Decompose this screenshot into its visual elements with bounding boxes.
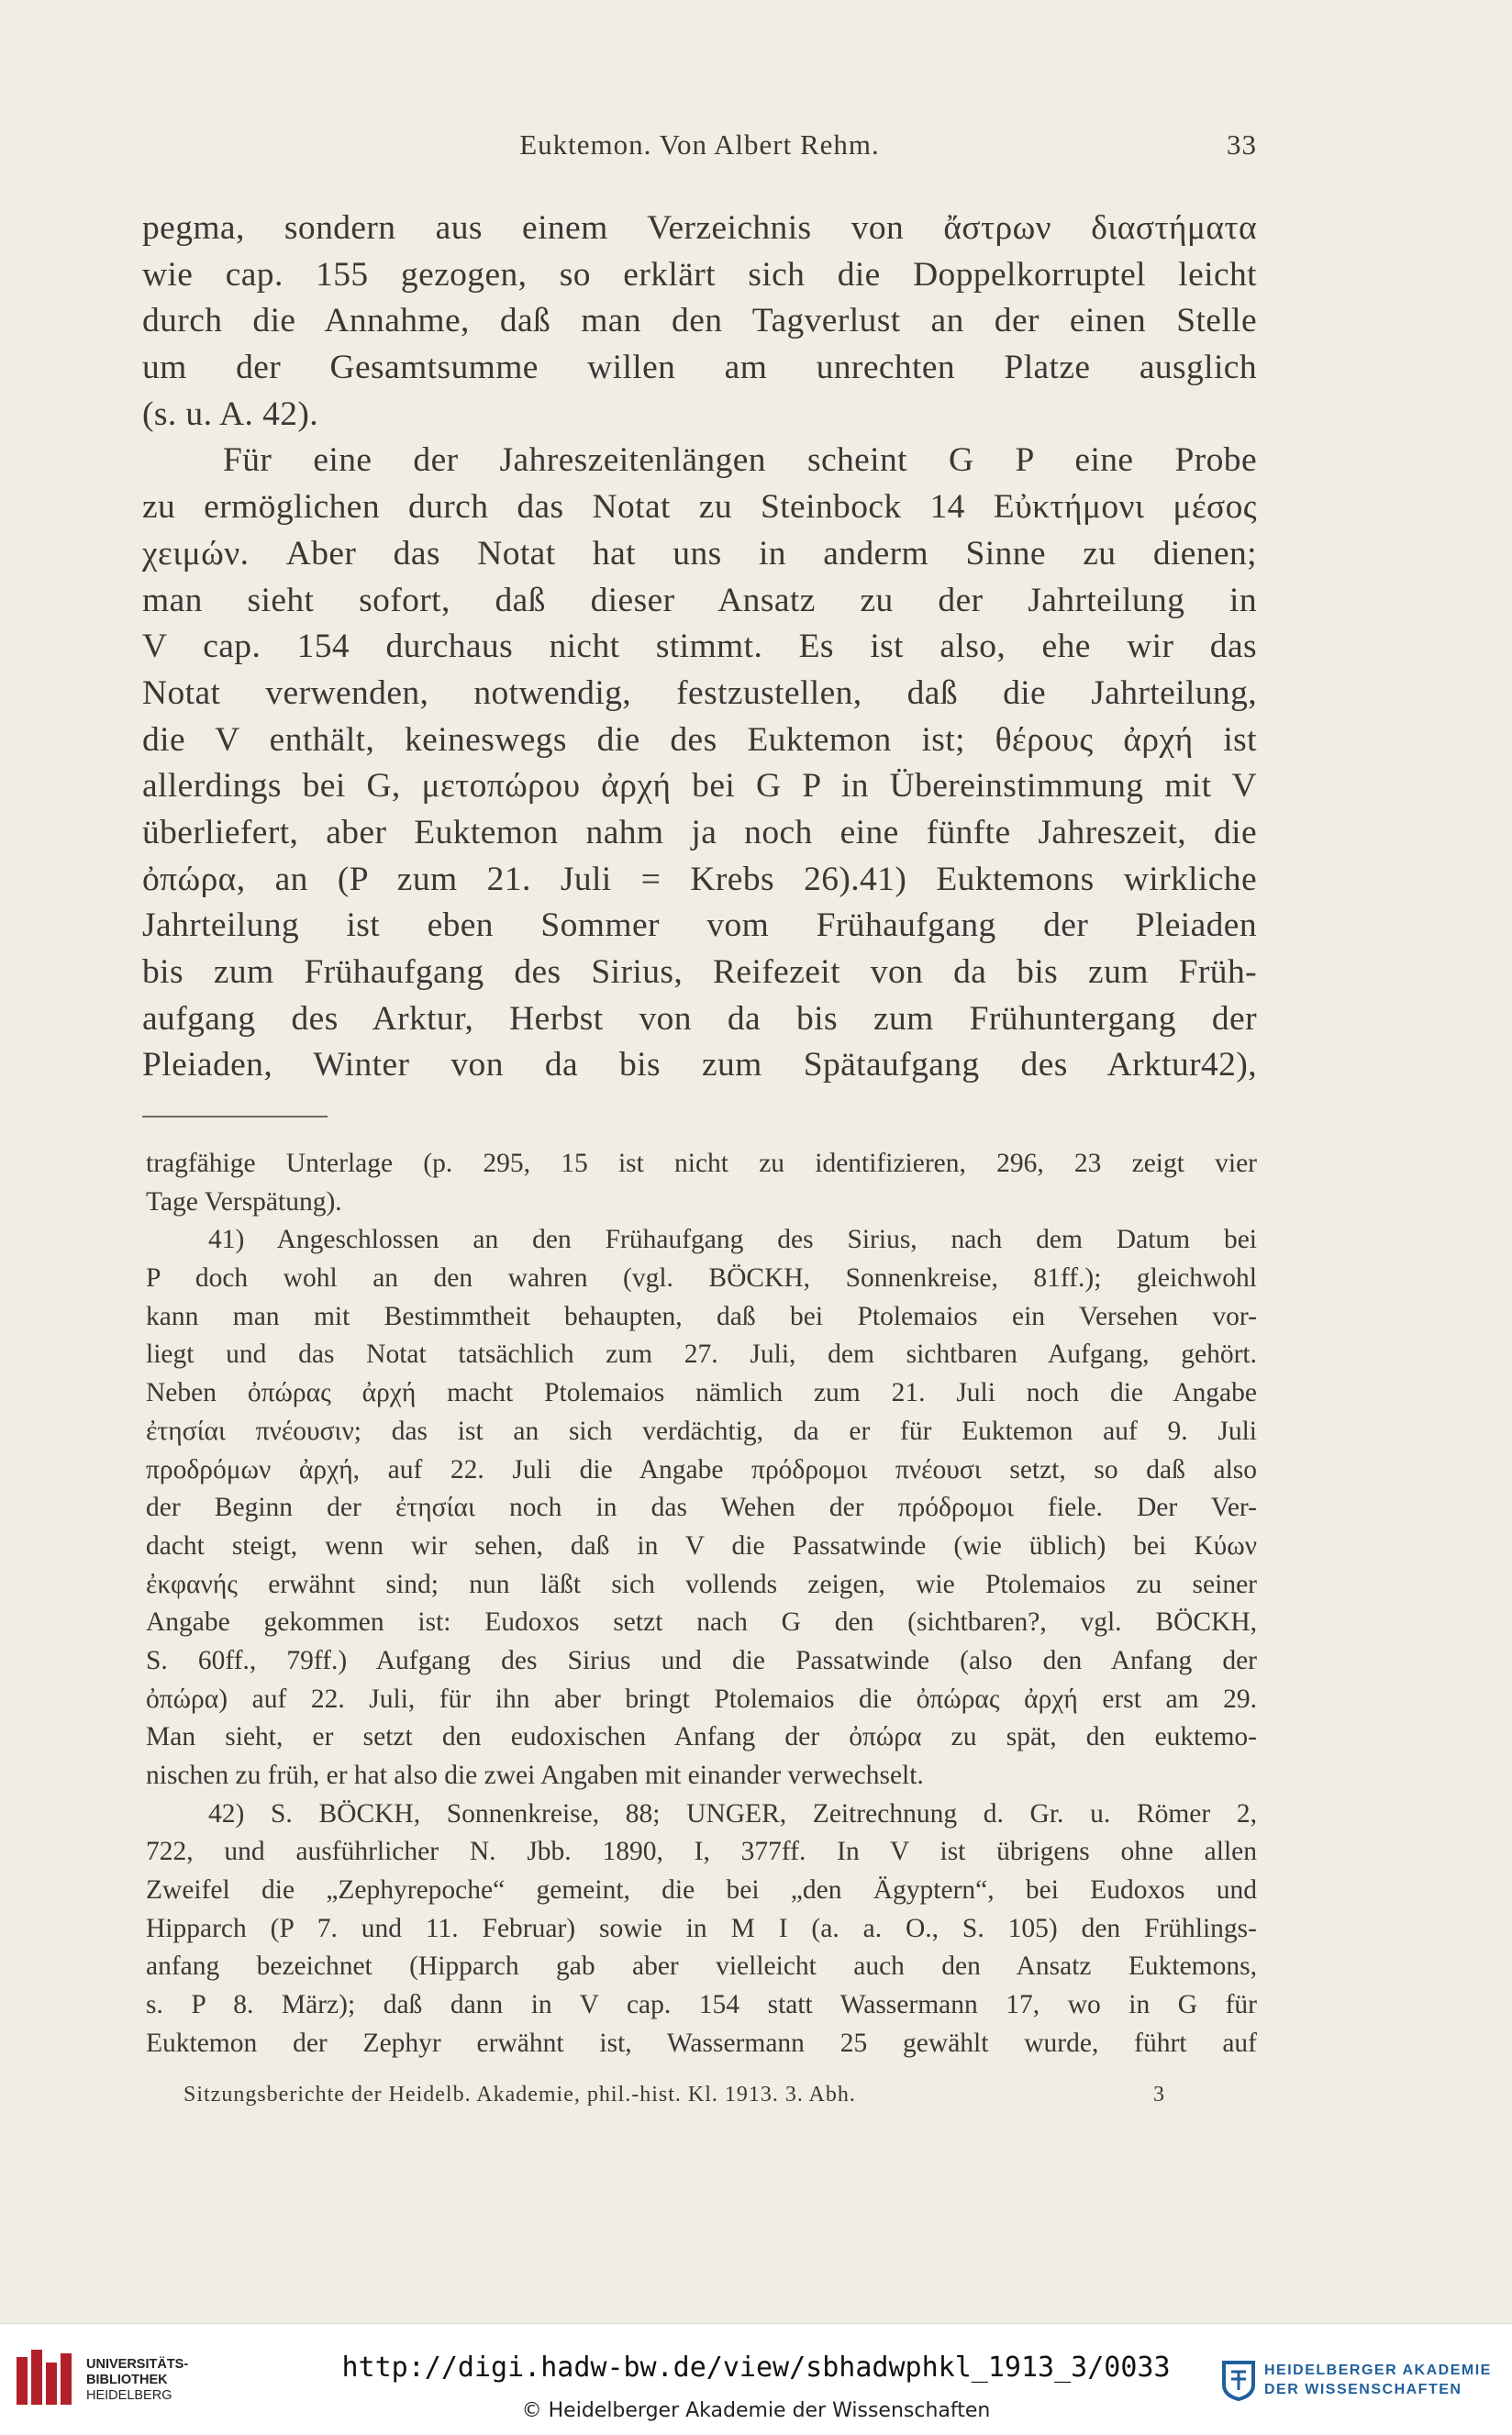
signature-number: 3 [1153, 2083, 1165, 2107]
footnote-line: P doch wohl an den wahren (vgl. BÖCKH, Sonnenkreise, 81ff.); gleichwohl [146, 1263, 1257, 1294]
footnotes [146, 1145, 1257, 2063]
footnote-line: Euktemon der Zephyr erwähnt ist, Wassermann 25 gewählt wurde, führt auf [146, 2028, 1257, 2058]
footnote-line: 722, und ausführlicher N. Jbb. 1890, I, 377ff. In V ist übrigens ohne allen [146, 1837, 1257, 1867]
body-line: bis zum Frühaufgang des Sirius, Reifezeit von da bis zum Früh- [142, 953, 1257, 991]
body-line: Jahrteilung ist eben Sommer vom Frühaufgang der Pleiaden [142, 906, 1257, 945]
body-line: überliefert, aber Euktemon nahm ja noch eine fünfte Jahreszeit, die [142, 813, 1257, 851]
body-line: man sieht sofort, daß dieser Ansatz zu der Jahrteilung in [142, 581, 1257, 619]
running-head-title: Euktemon. Von Albert Rehm. [519, 128, 880, 161]
body-line: Notat verwenden, notwendig, festzustellen, daß die Jahrteilung, [142, 673, 1257, 712]
footnote-line: kann man mit Bestimmtheit behaupten, daß bei Ptolemaios ein Versehen vor- [146, 1301, 1257, 1331]
permalink-url[interactable]: http://digi.hadw-bw.de/view/sbhadwphkl_1913_3/0033 [341, 2352, 1171, 2384]
body-line: Für eine der Jahreszeitenlängen scheint G P eine Probe [223, 441, 1257, 480]
body-line: aufgang des Arktur, Herbst von da bis zum Frühuntergang der [142, 999, 1257, 1038]
footnote-line: tragfähige Unterlage (p. 295, 15 ist nicht zu identifizieren, 296, 23 zeigt vier [146, 1149, 1257, 1178]
footnote-line: Hipparch (P 7. und 11. Februar) sowie in M I (a. a. O., S. 105) den Frühlings- [146, 1913, 1257, 1943]
body-line: die V enthält, keineswegs die des Euktemon ist; θέρους ἀρχή ist [142, 720, 1257, 759]
footnote-line: nischen zu früh, er hat also die zwei Angaben mit einander verwechselt. [146, 1761, 924, 1790]
academy-name [1264, 2361, 1492, 2399]
body-line: wie cap. 155 gezogen, so erklärt sich die Doppelkorruptel leicht [142, 255, 1257, 294]
body-line: zu ermöglichen durch das Notat zu Steinbock 14 Εὐκτήμονι μέσος [142, 488, 1257, 527]
footnote-line: S. 60ff., 79ff.) Aufgang des Sirius und die Passatwinde (also den Anfang der [146, 1645, 1257, 1675]
footnote-line: Neben ὀπώρας ἀρχή macht Ptolemaios nämlich zum 21. Juli noch die Angabe [146, 1378, 1257, 1408]
footnote-line: Man sieht, er setzt den eudoxischen Anfang der ὀπώρα zu spät, den euktemo- [146, 1722, 1257, 1752]
library-name-line: HEIDELBERG [86, 2388, 172, 2403]
footnote-line: 42) S. BÖCKH, Sonnenkreise, 88; UNGER, Zeitrechnung d. Gr. u. Römer 2, [208, 1798, 1257, 1829]
body-line: Pleiaden, Winter von da bis zum Spätaufgang des Arktur42), [142, 1046, 1257, 1084]
footnote-line: ἐτησίαι πνέουσιν; das ist an sich verdächtig, da er für Euktemon auf 9. Juli [146, 1416, 1257, 1446]
page-number: 33 [1227, 128, 1257, 161]
library-name-line: BIBLIOTHEK [86, 2373, 168, 2387]
footnote-line: anfang bezeichnet (Hipparch gab aber vielleicht auch den Ansatz Euktemons, [146, 1951, 1257, 1982]
body-line: (s. u. A. 42). [142, 395, 319, 433]
footnote-line: s. P 8. März); daß dann in V cap. 154 statt Wassermann 17, wo in G für [146, 1990, 1257, 2020]
body-line: ὀπώρα, an (P zum 21. Juli = Krebs 26).41) Euktemons wirkliche [142, 860, 1257, 898]
footnote-line: προδρόμων ἀρχή, auf 22. Juli die Angabe πρόδρομοι πνέουσι setzt, so daß also [146, 1454, 1257, 1484]
viewer-footer [0, 2323, 1512, 2435]
footnote-line: Zweifel die „Zephyrepoche“ gemeint, die bei „den Ägyptern“, bei Eudoxos und [146, 1875, 1257, 1906]
copyright-notice: © Heidelberger Akademie der Wissenschaften [521, 2399, 991, 2422]
body-line: um der Gesamtsumme willen am unrechten Platze ausglich [142, 349, 1257, 387]
body-line: χειμών. Aber das Notat hat uns in anderm Sinne zu dienen; [142, 534, 1257, 573]
body-line: V cap. 154 durchaus nicht stimmt. Es ist also, ehe wir das [142, 628, 1257, 666]
body-line: durch die Annahme, daß man den Tagverlust an der einen Stelle [142, 302, 1257, 340]
body-line: pegma, sondern aus einem Verzeichnis von ἄστρων διαστήματα [142, 209, 1257, 247]
body-text [142, 206, 1257, 1089]
footnote-line: Tage Verspätung). [146, 1186, 342, 1217]
footnote-line: ὀπώρα) auf 22. Juli, für ihn aber bringt Ptolemaios die ὀπώρας ἀρχή erst am 29. [146, 1684, 1257, 1714]
footnote-line: Angabe gekommen ist: Eudoxos setzt nach G den (sichtbaren?, vgl. BÖCKH, [146, 1607, 1257, 1638]
footnote-line: ἐκφανής erwähnt sind; nun läßt sich vollends zeigen, wie Ptolemaios zu seiner [146, 1569, 1257, 1599]
footnote-line: liegt und das Notat tatsächlich zum 27. Juli, dem sichtbaren Aufgang, gehört. [146, 1340, 1257, 1370]
footnote-line: 41) Angeschlossen an den Frühaufgang des Sirius, nach dem Datum bei [208, 1225, 1257, 1255]
library-name-line: UNIVERSITÄTS- [86, 2357, 189, 2372]
academy-name-line: HEIDELBERGER AKADEMIE [1264, 2363, 1492, 2378]
footnote-line: der Beginn der ἐτησίαι noch in das Wehen der πρόδρομοι fiele. Der Ver- [146, 1493, 1257, 1523]
academy-name-line: DER WISSENSCHAFTEN [1264, 2382, 1462, 2397]
footnote-separator [142, 1116, 328, 1117]
academy-logo-icon [1220, 2359, 1257, 2401]
body-line: allerdings bei G, μετοπώρου ἀρχή bei G P in Übereinstimmung mit V [142, 767, 1257, 806]
signature-text: Sitzungsberichte der Heidelb. Akademie, phil.-hist. Kl. 1913. 3. Abh. [183, 2083, 856, 2107]
footnote-line: dacht steigt, wenn wir sehen, daß in V die Passatwinde (wie üblich) bei Κύων [146, 1530, 1257, 1561]
